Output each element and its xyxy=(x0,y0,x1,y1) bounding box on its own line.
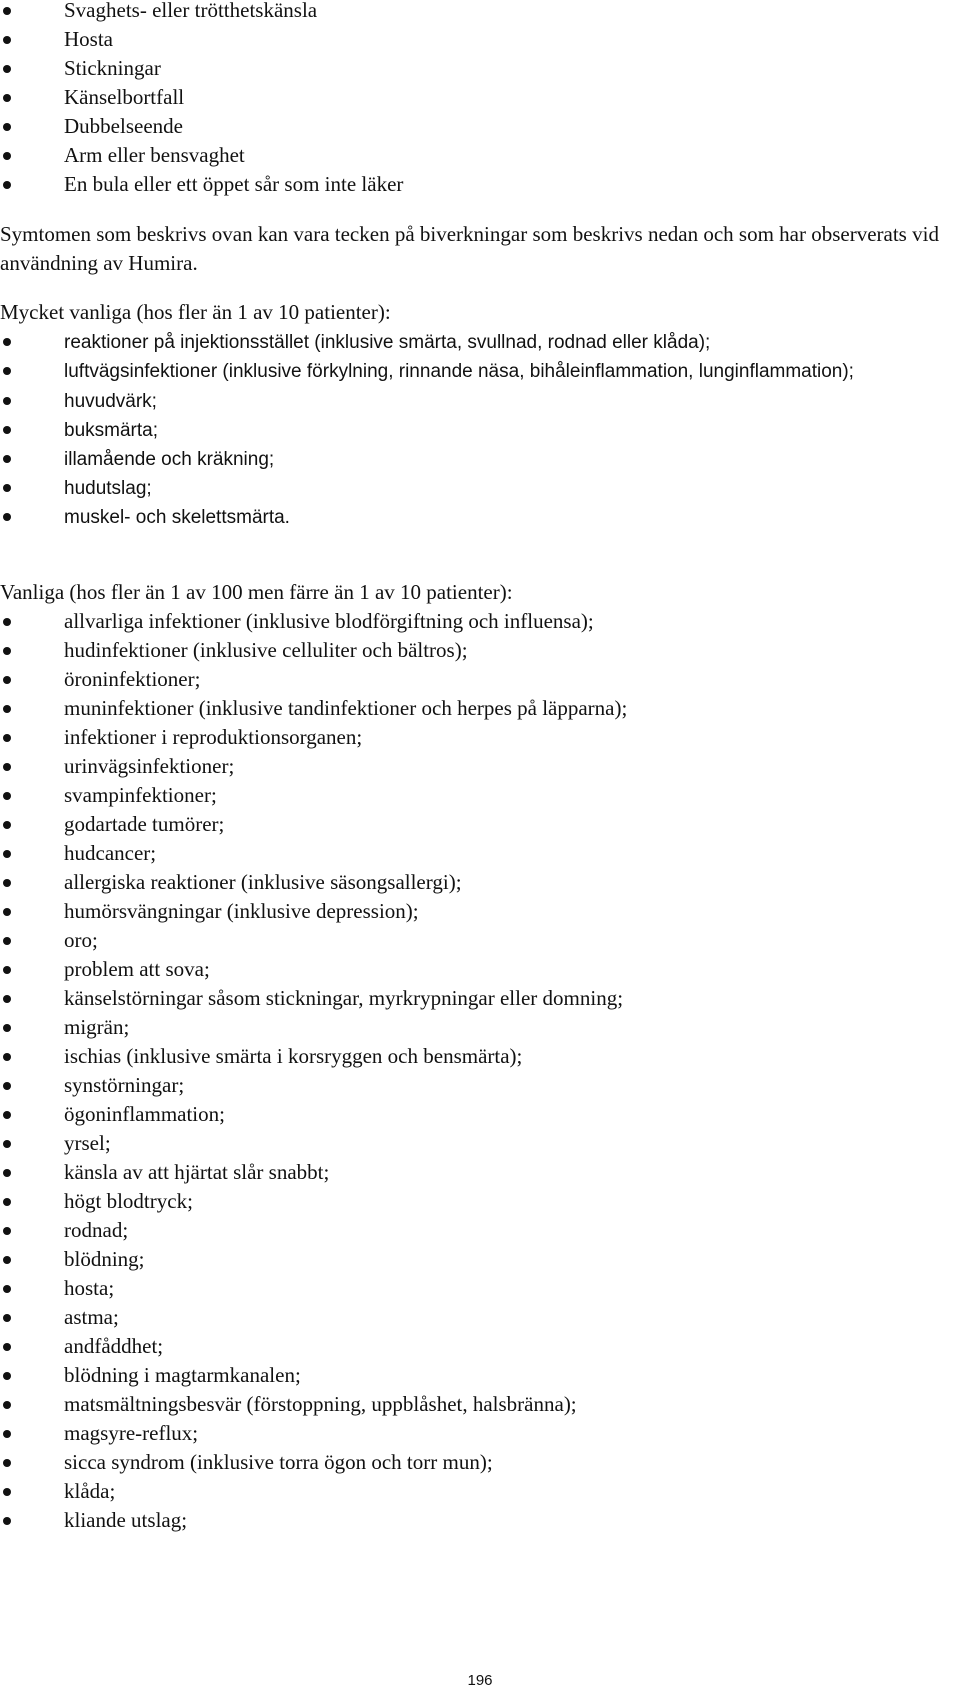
bullet-icon xyxy=(3,397,11,405)
list-item-text: Hosta xyxy=(64,27,113,51)
list-item-text: problem att sova; xyxy=(64,957,210,981)
common-heading: Vanliga (hos fler än 1 av 100 men färre än 1 av 10 patienter): xyxy=(0,580,513,604)
list-item xyxy=(0,444,960,473)
symptom-list-section xyxy=(0,0,960,199)
list-item xyxy=(0,1332,960,1361)
bullet-icon xyxy=(3,1111,11,1119)
bullet-icon xyxy=(3,995,11,1003)
list-item xyxy=(0,810,960,839)
bullet-icon xyxy=(3,367,11,375)
bullet-icon xyxy=(3,1343,11,1351)
list-item-text: synstörningar; xyxy=(64,1073,185,1097)
list-item-text: Känselbortfall xyxy=(64,85,185,109)
list-item xyxy=(0,112,960,141)
list-item-text: astma; xyxy=(64,1305,119,1329)
bullet-icon xyxy=(3,513,11,521)
list-item xyxy=(0,955,960,984)
list-item xyxy=(0,1390,960,1419)
list-item-text: hudutslag; xyxy=(64,478,152,499)
list-item-text: hudcancer; xyxy=(64,841,157,865)
bullet-icon xyxy=(3,937,11,945)
list-item-text: matsmältningsbesvär (förstoppning, uppblåshet, halsbränna); xyxy=(64,1392,577,1416)
list-item-text: Dubbelseende xyxy=(64,114,183,138)
list-item xyxy=(0,1477,960,1506)
bullet-icon xyxy=(3,1488,11,1496)
bullet-icon xyxy=(3,821,11,829)
bullet-icon xyxy=(3,966,11,974)
list-item-text: sicca syndrom (inklusive torra ögon och torr mun); xyxy=(64,1450,493,1474)
list-item-text: muninfektioner (inklusive tandinfektioner och herpes på läpparna); xyxy=(64,696,628,720)
list-item-text: buksmärta; xyxy=(64,420,158,441)
list-item xyxy=(0,54,960,83)
list-item xyxy=(0,1158,960,1187)
bullet-icon xyxy=(3,734,11,742)
list-item xyxy=(0,839,960,868)
list-item xyxy=(0,1216,960,1245)
list-item xyxy=(0,1448,960,1477)
list-item-text: känselstörningar såsom stickningar, myrkrypningar eller domning; xyxy=(64,986,624,1010)
list-item-text: Svaghets- eller trötthetskänsla xyxy=(64,0,318,22)
list-item xyxy=(0,1013,960,1042)
bullet-icon xyxy=(3,676,11,684)
bullet-icon xyxy=(3,426,11,434)
bullet-icon xyxy=(3,647,11,655)
list-item xyxy=(0,926,960,955)
list-item xyxy=(0,25,960,54)
list-item-text: kliande utslag; xyxy=(64,1508,188,1532)
list-item-text: illamående och kräkning; xyxy=(64,449,275,470)
list-item-text: Arm eller bensvaghet xyxy=(64,143,245,167)
list-item xyxy=(0,0,960,25)
list-item xyxy=(0,1245,960,1274)
bullet-icon xyxy=(3,1401,11,1409)
bullet-icon xyxy=(3,1198,11,1206)
intro-paragraph: Symtomen som beskrivs ovan kan vara tecken på biverkningar som beskrivs nedan och som har observerats vid användning av Humira. xyxy=(0,222,939,275)
list-item xyxy=(0,607,960,636)
bullet-icon xyxy=(3,908,11,916)
bullet-icon xyxy=(3,1169,11,1177)
list-item-text: känsla av att hjärtat slår snabbt; xyxy=(64,1160,330,1184)
list-item-text: urinvägsinfektioner; xyxy=(64,754,235,778)
bullet-icon xyxy=(3,1517,11,1525)
bullet-icon xyxy=(3,1285,11,1293)
very-common-heading: Mycket vanliga (hos fler än 1 av 10 patienter): xyxy=(0,300,391,324)
list-item-text: ögoninflammation; xyxy=(64,1102,225,1126)
bullet-icon xyxy=(3,1430,11,1438)
list-item xyxy=(0,723,960,752)
very-common-section xyxy=(0,298,960,531)
bullet-icon xyxy=(3,1314,11,1322)
list-item-text: ischias (inklusive smärta i korsryggen och bensmärta); xyxy=(64,1044,523,1068)
bullet-icon xyxy=(3,65,11,73)
list-item xyxy=(0,415,960,444)
list-item-text: godartade tumörer; xyxy=(64,812,225,836)
page-number: 196 xyxy=(467,1672,493,1689)
common-section xyxy=(0,578,960,1535)
list-item xyxy=(0,752,960,781)
list-item xyxy=(0,1071,960,1100)
list-item xyxy=(0,1042,960,1071)
list-item-text: hudinfektioner (inklusive celluliter och bältros); xyxy=(64,638,468,662)
list-item-text: hosta; xyxy=(64,1276,115,1300)
bullet-icon xyxy=(3,705,11,713)
list-item xyxy=(0,502,960,531)
list-item xyxy=(0,1129,960,1158)
bullet-icon xyxy=(3,123,11,131)
bullet-icon xyxy=(3,1140,11,1148)
list-item xyxy=(0,1419,960,1448)
bullet-icon xyxy=(3,152,11,160)
very-common-list xyxy=(0,327,960,531)
list-item xyxy=(0,1187,960,1216)
list-item xyxy=(0,868,960,897)
list-item-text: luftvägsinfektioner (inklusive förkylning, rinnande näsa, bihåleinflammation, lunginflammation); xyxy=(64,361,854,382)
list-item-text: allergiska reaktioner (inklusive säsongsallergi); xyxy=(64,870,462,894)
list-item-text: magsyre-reflux; xyxy=(64,1421,199,1445)
list-item xyxy=(0,1100,960,1129)
list-item-text: yrsel; xyxy=(64,1131,111,1155)
list-item-text: andfåddhet; xyxy=(64,1334,164,1358)
list-item xyxy=(0,1361,960,1390)
list-item-text: rodnad; xyxy=(64,1218,129,1242)
list-item xyxy=(0,473,960,502)
list-item-text: öroninfektioner; xyxy=(64,667,201,691)
list-item xyxy=(0,1303,960,1332)
list-item xyxy=(0,984,960,1013)
bullet-icon xyxy=(3,763,11,771)
list-item xyxy=(0,694,960,723)
list-item-text: blödning i magtarmkanalen; xyxy=(64,1363,301,1387)
list-item-text: oro; xyxy=(64,928,98,952)
common-list xyxy=(0,607,960,1535)
list-item-text: högt blodtryck; xyxy=(64,1189,193,1213)
bullet-icon xyxy=(3,7,11,15)
list-item xyxy=(0,83,960,112)
bullet-icon xyxy=(3,1372,11,1380)
list-item xyxy=(0,141,960,170)
list-item xyxy=(0,1506,960,1535)
bullet-icon xyxy=(3,455,11,463)
bullet-icon xyxy=(3,1053,11,1061)
list-item xyxy=(0,781,960,810)
list-item-text: muskel- och skelettsmärta. xyxy=(64,507,290,528)
bullet-icon xyxy=(3,879,11,887)
list-item-text: blödning; xyxy=(64,1247,145,1271)
list-item-text: reaktioner på injektionsstället (inklusive smärta, svullnad, rodnad eller klåda); xyxy=(64,332,711,353)
bullet-icon xyxy=(3,1459,11,1467)
list-item-text: allvarliga infektioner (inklusive blodförgiftning och influensa); xyxy=(64,609,594,633)
bullet-icon xyxy=(3,850,11,858)
list-item xyxy=(0,1274,960,1303)
list-item-text: Stickningar xyxy=(64,56,161,80)
bullet-icon xyxy=(3,1082,11,1090)
list-item-text: huvudvärk; xyxy=(64,391,157,412)
bullet-icon xyxy=(3,94,11,102)
symptom-list xyxy=(0,0,960,199)
list-item-text: klåda; xyxy=(64,1479,116,1503)
list-item xyxy=(0,665,960,694)
bullet-icon xyxy=(3,792,11,800)
bullet-icon xyxy=(3,484,11,492)
list-item-text: svampinfektioner; xyxy=(64,783,217,807)
list-item-text: infektioner i reproduktionsorganen; xyxy=(64,725,363,749)
bullet-icon xyxy=(3,181,11,189)
bullet-icon xyxy=(3,1227,11,1235)
list-item xyxy=(0,386,960,415)
bullet-icon xyxy=(3,338,11,346)
bullet-icon xyxy=(3,1024,11,1032)
list-item xyxy=(0,327,960,356)
list-item xyxy=(0,636,960,665)
list-item-text: En bula eller ett öppet sår som inte läker xyxy=(64,172,404,196)
bullet-icon xyxy=(3,1256,11,1264)
list-item-text: migrän; xyxy=(64,1015,130,1039)
list-item xyxy=(0,170,960,199)
list-item xyxy=(0,897,960,926)
list-item xyxy=(0,356,960,386)
list-item-text: humörsvängningar (inklusive depression); xyxy=(64,899,419,923)
bullet-icon xyxy=(3,36,11,44)
bullet-icon xyxy=(3,618,11,626)
